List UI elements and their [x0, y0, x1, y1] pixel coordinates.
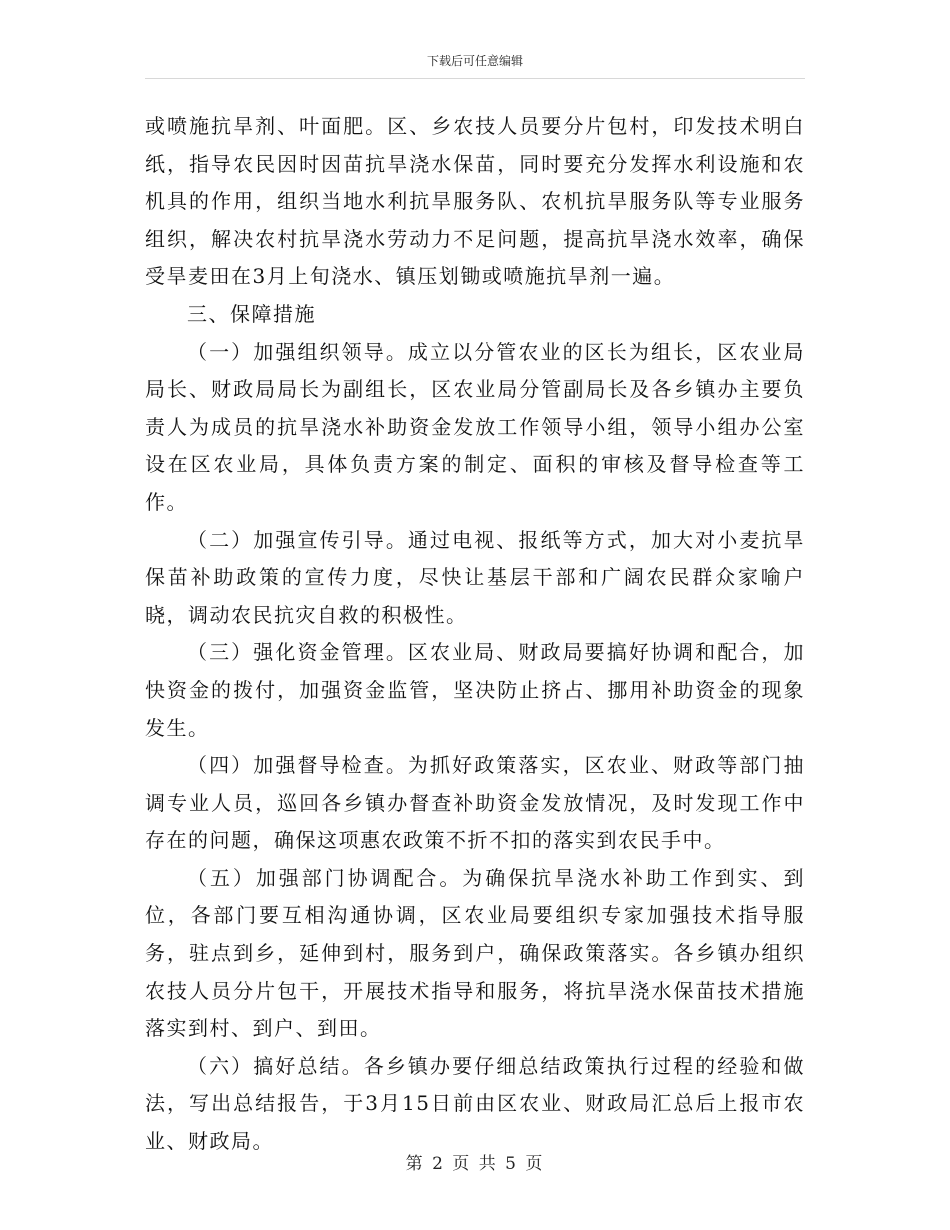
paragraph-measure-6: （六）搞好总结。各乡镇办要仔细总结政策执行过程的经验和做法，写出总结报告，于3月15日前由区农业、财政局汇总后上报市农业、财政局。 — [145, 1053, 805, 1154]
paragraph-measure-5: （五）加强部门协调配合。为确保抗旱浇水补助工作到实、到位，各部门要互相沟通协调，区农业局要组织专家加强技术指导服务，驻点到乡，延伸到村，服务到户，确保政策落实。各乡镇办组织农技人员分片包干，开展技术指导和服务，将抗旱浇水保苗技术措施落实到村、到户、到田。 — [145, 865, 805, 1041]
paragraph-measure-4: （四）加强督导检查。为抓好政策落实，区农业、财政等部门抽调专业人员，巡回各乡镇办督查补助资金发放情况，及时发现工作中存在的问题，确保这项惠农政策不折不扣的落实到农民手中。 — [145, 753, 805, 853]
paragraph-measure-3: （三）强化资金管理。区农业局、财政局要搞好协调和配合，加快资金的拨付，加强资金监管，坚决防止挤占、挪用补助资金的现象发生。 — [145, 640, 805, 740]
paragraph-continuation: 或喷施抗旱剂、叶面肥。区、乡农技人员要分片包村，印发技术明白纸，指导农民因时因苗抗旱浇水保苗，同时要充分发挥水利设施和农机具的作用，组织当地水利抗旱服务队、农机抗旱服务队等专业服务组织，解决农村抗旱浇水劳动力不足问题，提高抗旱浇水效率，确保受旱麦田在3月上旬浇水、镇压划锄或喷施抗旱剂一遍。 — [145, 114, 805, 289]
document-body — [145, 108, 805, 1161]
page-number: 第 2 页 共 5 页 — [405, 1154, 545, 1174]
paragraph-measure-2: （二）加强宣传引导。通过电视、报纸等方式，加大对小麦抗旱保苗补助政策的宣传力度，尽快让基层干部和广阔农民群众家喻户晓，调动农民抗灾自救的积极性。 — [145, 527, 805, 627]
header-divider — [145, 78, 805, 79]
page-header: 下载后可任意编辑 — [426, 54, 523, 68]
paragraph-measure-1: （一）加强组织领导。成立以分管农业的区长为组长，区农业局局长、财政局局长为副组长，区农业局分管副局长及各乡镇办主要负责人为成员的抗旱浇水补助资金发放工作领导小组，领导小组办公室设在区农业局，具体负责方案的制定、面积的审核及督导检查等工作。 — [145, 339, 805, 514]
section-heading: 三、保障措施 — [187, 301, 316, 326]
